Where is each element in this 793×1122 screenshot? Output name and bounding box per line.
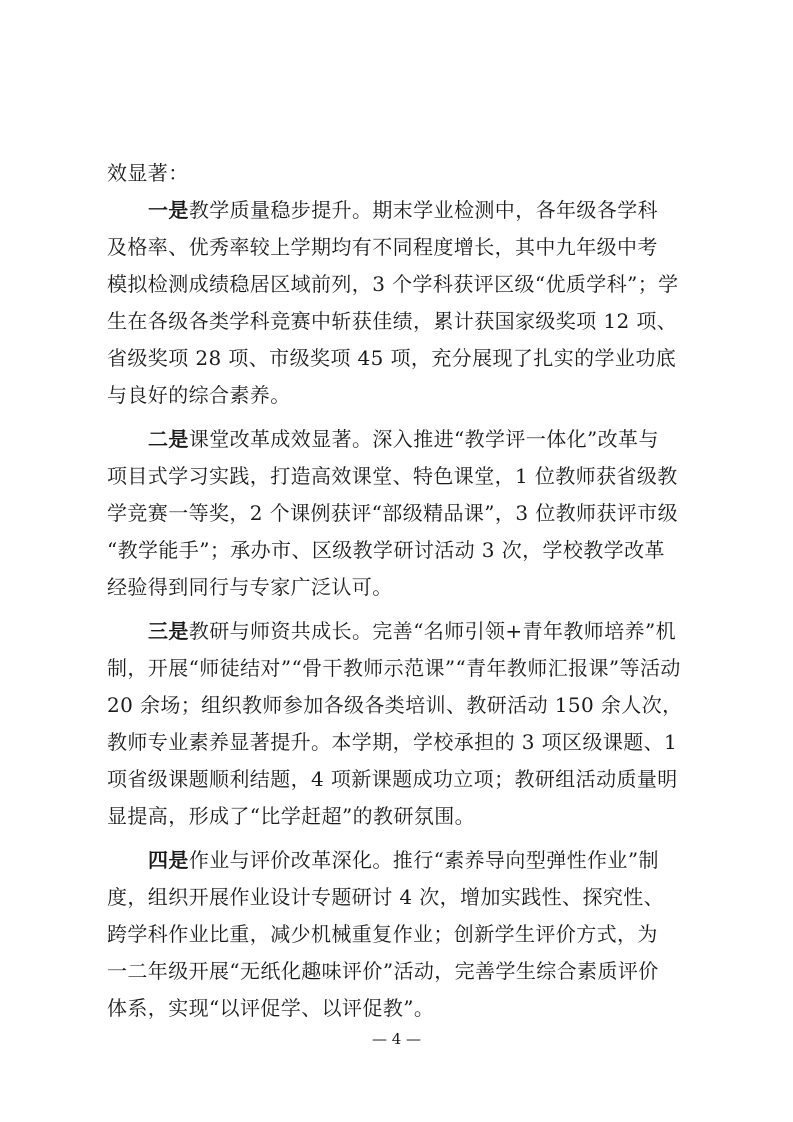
- paragraph-4-lead: 四是: [148, 848, 189, 872]
- paragraph-2-lead: 二是: [148, 427, 189, 451]
- paragraph-2-first-line: [107, 421, 687, 458]
- paragraph-2-line: 学竞赛一等奖，2 个课例获评“部级精品课”，3 位教师获评市级: [107, 501, 679, 525]
- paragraph-4-line: 一二年级开展“无纸化趣味评价”活动，完善学生综合素质评价: [107, 959, 659, 983]
- paragraph-2-line: “教学能手”；承办市、区级教学研讨活动 3 次，学校教学改革: [107, 538, 665, 562]
- paragraph-3-first-line: [107, 613, 687, 650]
- paragraph-1-line: 模拟检测成绩稳居区域前列，3 个学科获评区级“优质学科”；学: [107, 272, 679, 296]
- paragraph-1-line: 及格率、优秀率较上学期均有不同程度增长，其中九年级中考: [107, 235, 658, 259]
- paragraph-3-line: 项省级课题顺利结题，4 项新课题成功立项；教研组活动质量明: [107, 767, 678, 791]
- paragraph-1-text: 教学质量稳步提升。期末学业检测中，各年级各学科: [188, 198, 659, 222]
- paragraph-3-line: 制，开展“师徒结对”“骨干教师示范课”“青年教师汇报课”等活动: [107, 656, 681, 680]
- paragraph-2-text: 课堂改革成效显著。深入推进“教学评一体化”改革与: [188, 427, 659, 451]
- paragraph-4-text: 作业与评价改革深化。推行“素养导向型弹性作业”制: [188, 848, 659, 872]
- paragraph-4-line: 跨学科作业比重，减少机械重复作业；创新学生评价方式，为: [107, 922, 658, 946]
- paragraph-3-line: 20 余场；组织教师参加各级各类培训、教研活动 150 余人次，: [107, 693, 683, 717]
- paragraph-4-first-line: [107, 842, 687, 879]
- paragraph-3-text: 教研与师资共成长。完善“名师引领+青年教师培养”机: [188, 619, 677, 643]
- page-number: — 4 —: [371, 1030, 422, 1048]
- paragraph-2-line: 经验得到同行与专家广泛认可。: [107, 575, 393, 599]
- paragraph-4-line: 度，组织开展作业设计专题研讨 4 次，增加实践性、探究性、: [107, 885, 665, 909]
- paragraph-1-first-line: [107, 192, 687, 229]
- paragraph-4-line: 体系，实现“以评促学、以评促教”。: [107, 996, 435, 1020]
- paragraph-spacer: [107, 606, 687, 613]
- paragraph-3-line: 显提高，形成了“比学赶超”的教研氛围。: [107, 804, 476, 828]
- paragraph-1-line: 与良好的综合素养。: [107, 383, 291, 407]
- intro-line: 效显著：: [107, 161, 189, 185]
- paragraph-spacer: [107, 414, 687, 421]
- paragraph-3-lead: 三是: [148, 619, 189, 643]
- paragraph-spacer: [107, 835, 687, 842]
- body-text: [107, 155, 687, 1027]
- paragraph-1-line: 生在各级各类学科竞赛中斩获佳绩，累计获国家级奖项 12 项、: [107, 309, 678, 333]
- paragraph-3-line: 教师专业素养显著提升。本学期，学校承担的 3 项区级课题、1: [107, 730, 678, 754]
- paragraph-1-line: 省级奖项 28 项、市级奖项 45 项，充分展现了扎实的学业功底: [107, 346, 677, 370]
- paragraph-2-line: 项目式学习实践，打造高效课堂、特色课堂，1 位教师获省级教: [107, 464, 678, 488]
- paragraph-1-lead: 一是: [148, 198, 189, 222]
